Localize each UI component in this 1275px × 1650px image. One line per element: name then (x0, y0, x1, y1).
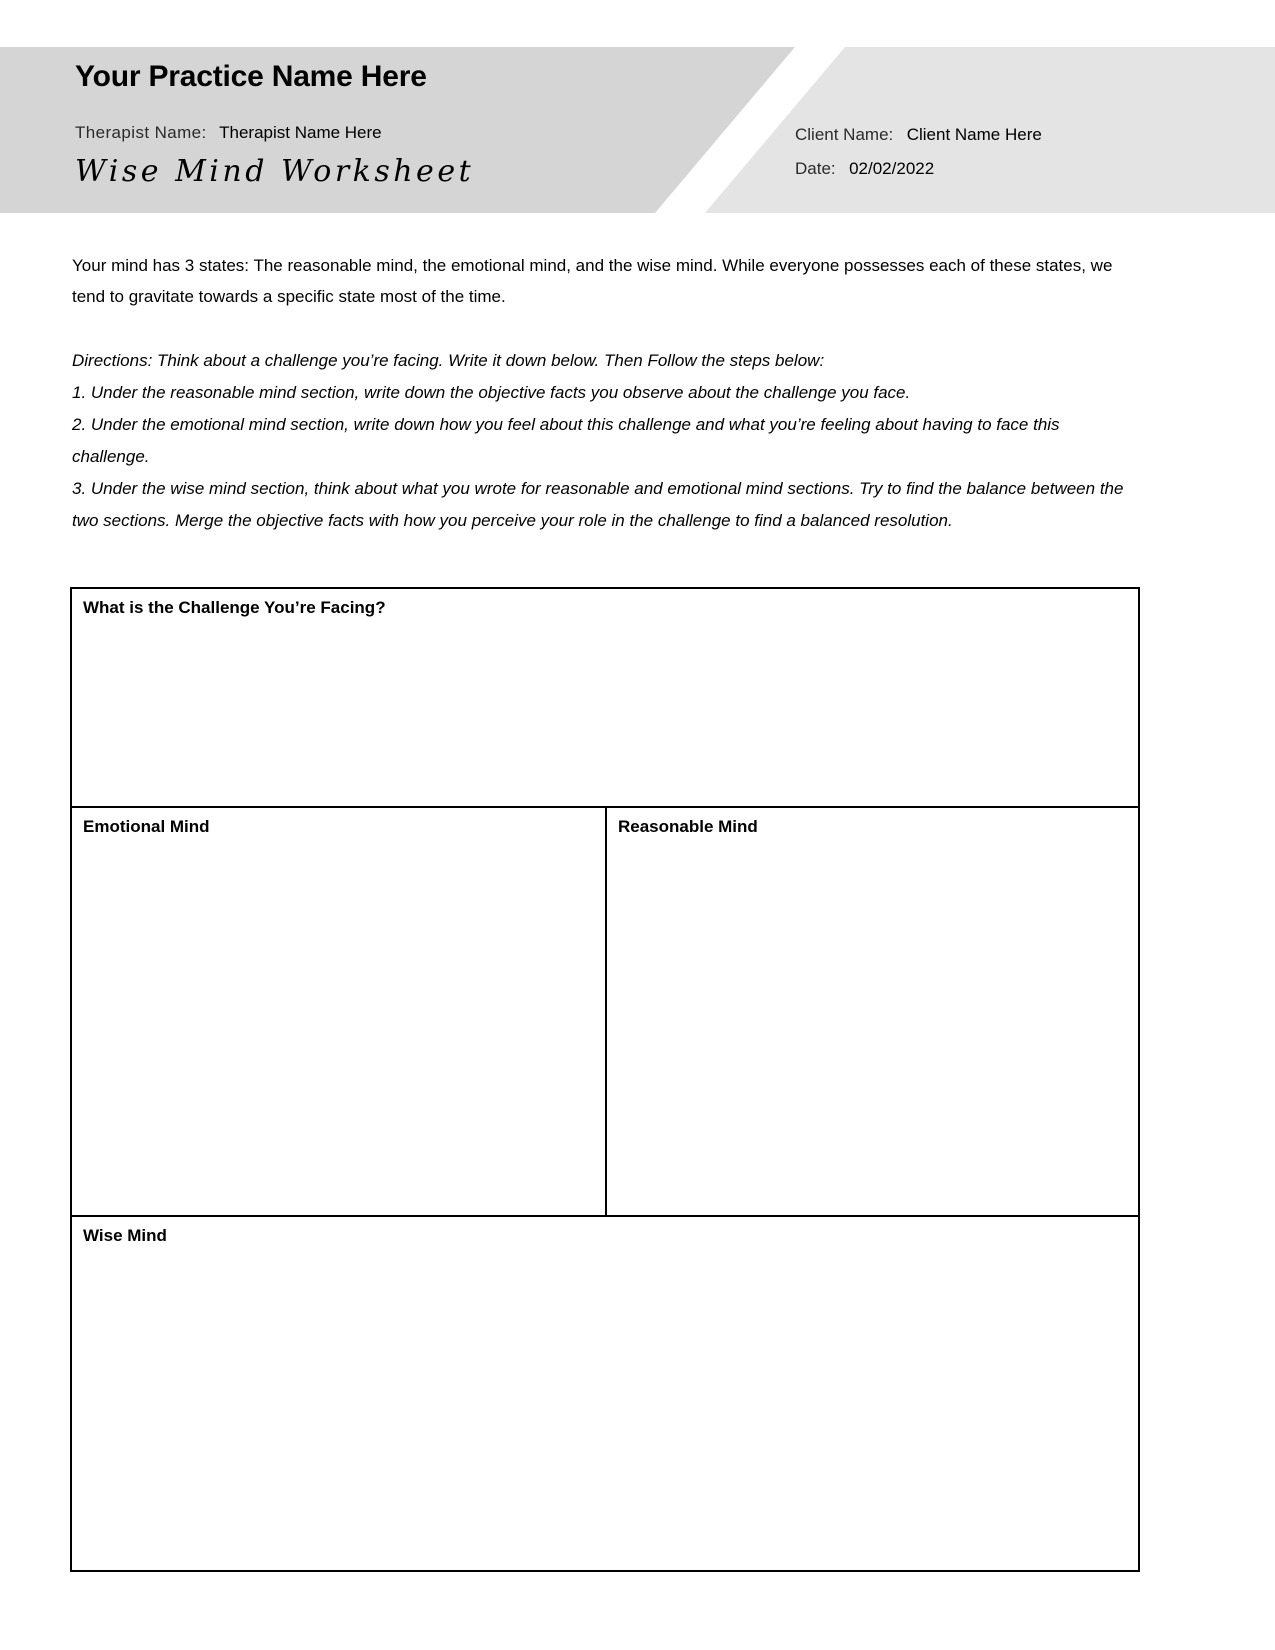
worksheet-title: Wise Mind Worksheet (75, 154, 475, 189)
reasonable-mind-heading: Reasonable Mind (618, 817, 758, 836)
intro-paragraph: Your mind has 3 states: The reasonable mind, the emotional mind, and the wise mind. While everyone possesses each of these states, we tend to gravitate towards a specific state most of the time. (72, 256, 1113, 306)
directions-step-2: 2. Under the emotional mind section, write down how you feel about this challenge and what you’re feeling about having to face this challenge. (72, 415, 1060, 466)
therapist-name-value: Therapist Name Here (219, 123, 382, 142)
reasonable-mind-cell[interactable] (607, 808, 1138, 1215)
worksheet-header (0, 47, 1275, 213)
emotional-mind-cell[interactable] (72, 808, 607, 1215)
directions-step-1: 1. Under the reasonable mind section, write down the objective facts you observe about the challenge you face. (72, 383, 911, 402)
date-row (795, 159, 934, 179)
therapist-name-label: Therapist Name: (75, 123, 207, 142)
emotional-mind-heading: Emotional Mind (83, 817, 210, 836)
wise-mind-heading: Wise Mind (83, 1226, 167, 1245)
client-name-value: Client Name Here (906, 125, 1042, 144)
challenge-cell[interactable] (72, 589, 1138, 808)
client-name-label: Client Name: (795, 125, 894, 144)
client-name-row (795, 125, 1042, 145)
date-value: 02/02/2022 (849, 159, 935, 178)
directions-intro: Directions: Think about a challenge you’re facing. Write it down below. Then Follow the steps below: (72, 351, 825, 370)
directions-step-3: 3. Under the wise mind section, think about what you wrote for reasonable and emotional mind sections. Try to find the balance between the two sections. Merge the objective facts with how you perceive your role in the challenge to find a balanced resolution. (72, 479, 1124, 530)
practice-name: Your Practice Name Here (75, 60, 427, 93)
mind-row (72, 808, 1138, 1217)
directions-block (72, 345, 1132, 537)
date-label: Date: (795, 159, 836, 178)
challenge-heading: What is the Challenge You’re Facing? (83, 598, 386, 617)
worksheet-table (70, 587, 1140, 1572)
therapist-name-row (75, 123, 382, 143)
wise-mind-cell[interactable] (72, 1217, 1138, 1570)
